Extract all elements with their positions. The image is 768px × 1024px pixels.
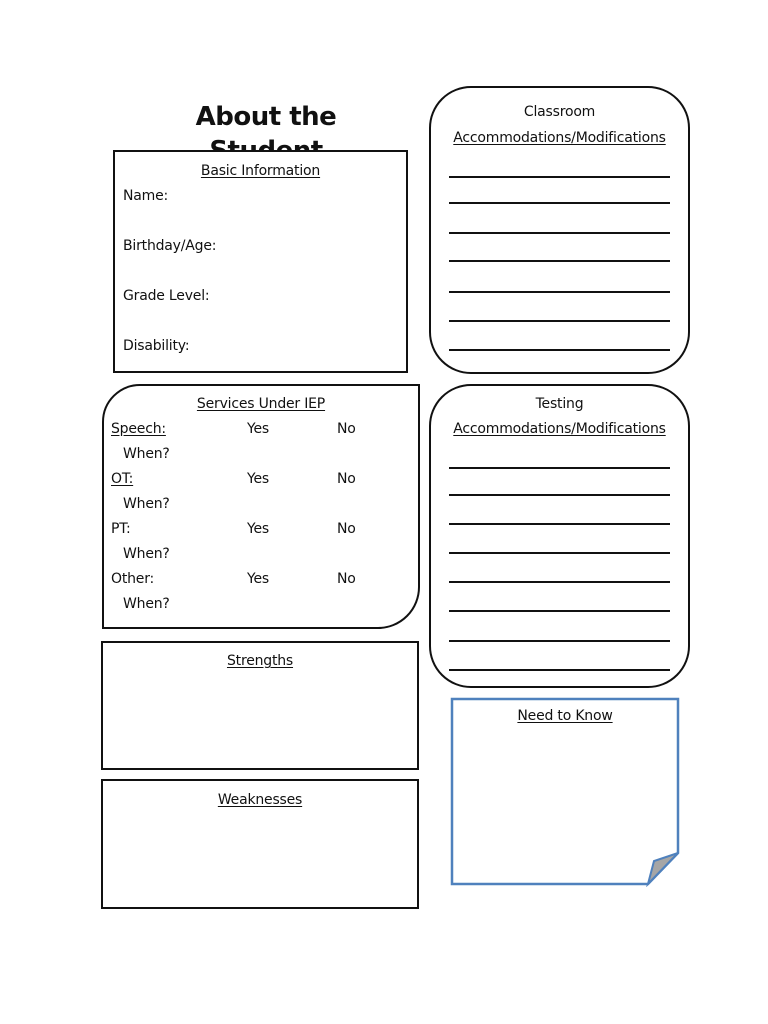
pt-yes: Yes [247,521,269,537]
classroom-line [449,232,670,234]
testing-accommodations-box [429,384,690,688]
need-to-know-heading: Need to Know [517,708,613,724]
weaknesses-box [101,779,419,909]
testing-subheading: Accommodations/Modifications [453,421,666,437]
testing-line [449,467,670,469]
disability-field-label: Disability: [123,338,190,354]
testing-line [449,669,670,671]
testing-line [449,552,670,554]
pt-label: PT: [111,521,131,537]
classroom-line [449,202,670,204]
classroom-accommodations-box [429,86,690,374]
classroom-line [449,176,670,178]
testing-line [449,494,670,496]
need-to-know-note [450,697,682,887]
ot-label: OT: [111,471,134,487]
speech-no: No [337,421,356,437]
name-field-label: Name: [123,188,169,204]
classroom-subheading: Accommodations/Modifications [453,130,666,146]
other-label: Other: [111,571,155,587]
testing-line [449,581,670,583]
testing-line [449,610,670,612]
services-heading: Services Under IEP [196,396,326,412]
speech-when: When? [123,446,170,462]
basic-information-box [113,150,408,373]
grade-level-field-label: Grade Level: [123,288,210,304]
pt-no: No [337,521,356,537]
classroom-line [449,291,670,293]
classroom-line [449,349,670,351]
other-yes: Yes [247,571,269,587]
other-when: When? [123,596,170,612]
strengths-box [101,641,419,770]
ot-when: When? [123,496,170,512]
birthday-age-field-label: Birthday/Age: [123,238,217,254]
strengths-heading: Strengths [226,653,294,669]
basic-information-heading: Basic Information [200,163,321,179]
services-under-iep-box [102,384,420,629]
pt-when: When? [123,546,170,562]
other-no: No [337,571,356,587]
speech-label: Speech: [111,421,166,437]
classroom-line [449,320,670,322]
classroom-line [449,260,670,262]
testing-heading: Testing [535,396,584,412]
page-title: About the [195,102,337,132]
classroom-heading: Classroom [523,104,596,120]
ot-yes: Yes [247,471,269,487]
speech-yes: Yes [247,421,269,437]
testing-line [449,523,670,525]
note-outline [452,699,678,884]
weaknesses-heading: Weaknesses [217,792,303,808]
testing-line [449,640,670,642]
ot-no: No [337,471,356,487]
